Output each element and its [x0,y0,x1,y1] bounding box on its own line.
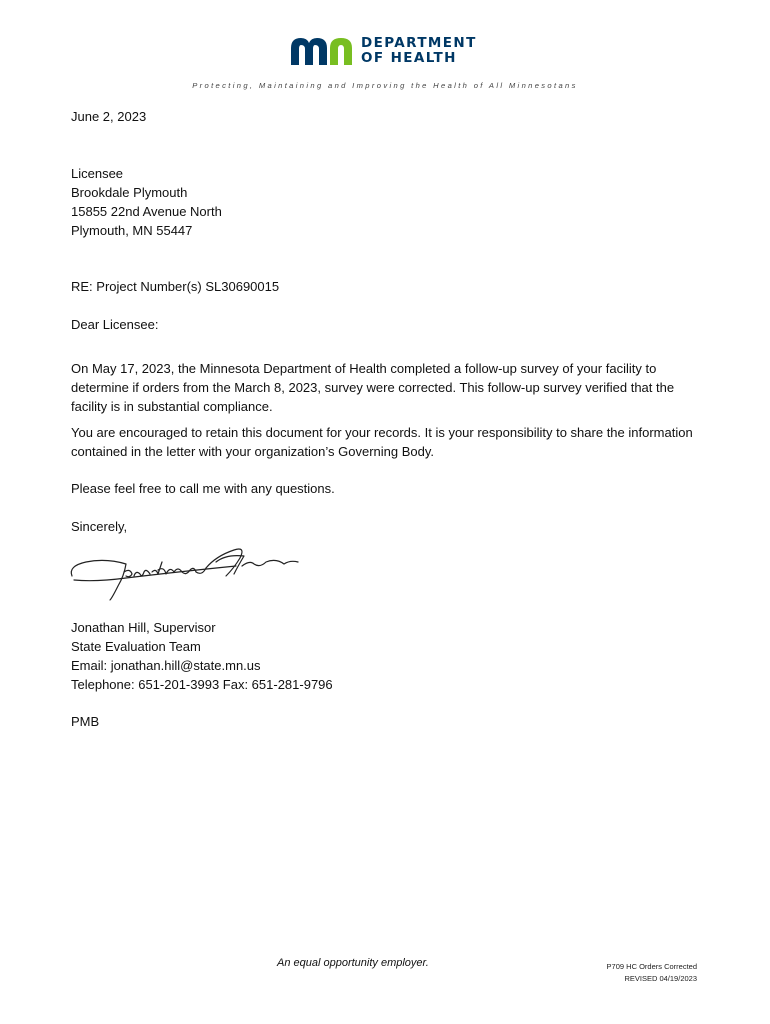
recipient-line: Brookdale Plymouth [71,185,188,200]
signer-line: State Evaluation Team [71,639,201,654]
recipient-line: Licensee [71,166,124,181]
handwritten-signature [66,536,306,606]
signer-block [71,618,333,694]
revised-date: REVISED 04/19/2023 [624,974,697,983]
body-paragraph-1: On May 17, 2023, the Minnesota Department of Health completed a follow-up survey of your facility to determine if orders from the March 8, 2023, survey were corrected. This follow-up survey verified that the facility is in substantial compliance. [71,361,675,414]
letter-date: June 2, 2023 [71,109,147,124]
form-id: P709 HC Orders Corrected [606,962,697,971]
signer-line: Email: jonathan.hill@state.mn.us [71,658,261,673]
footer-equal-opportunity: An equal opportunity employer. [277,957,429,969]
body-paragraph-2: You are encouraged to retain this document for your records. It is your responsibility to share the information contained in the letter with your organization’s Governing Body. [71,425,693,459]
re-line: RE: Project Number(s) SL30690015 [71,279,280,294]
closing: Sincerely, [71,519,128,534]
signer-line: Jonathan Hill, Supervisor [71,620,216,635]
recipient-line: 15855 22nd Avenue North [71,204,222,219]
recipient-line: Plymouth, MN 55447 [71,223,193,238]
signer-line: Telephone: 651-201-3993 Fax: 651-281-9796 [71,677,333,692]
mdh-logo [289,34,489,70]
tagline: Protecting, Maintaining and Improving the Health of All Minnesotans [192,81,578,90]
typist-initials: PMB [71,714,100,729]
mn-logo-mark [289,34,355,68]
logo-of-health-text: OF HEALTH [361,50,457,66]
footer-form-info [560,961,697,985]
logo-department-text: DEPARTMENT [361,35,477,51]
body-paragraph-3: Please feel free to call me with any questions. [71,481,335,496]
recipient-address [71,164,222,240]
salutation: Dear Licensee: [71,317,159,332]
